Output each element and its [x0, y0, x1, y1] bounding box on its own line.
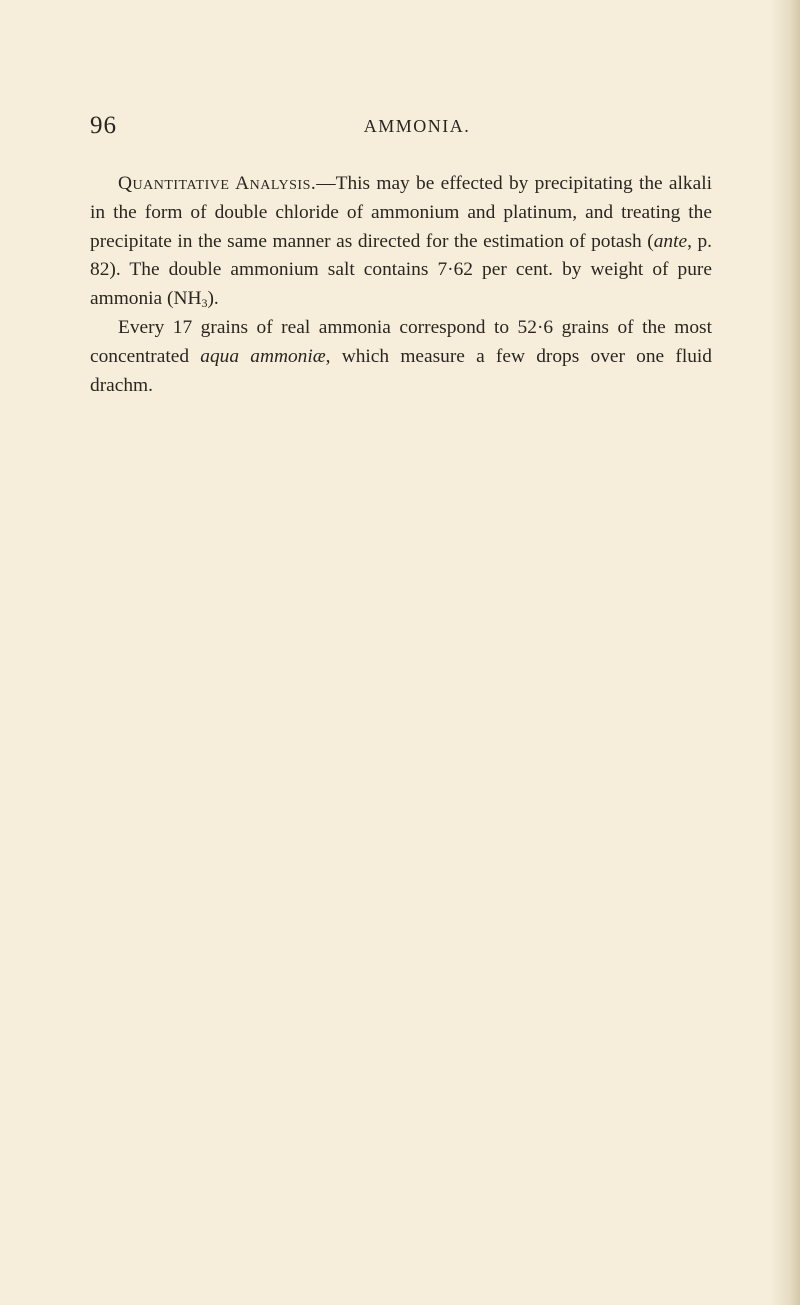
page-number: 96 [90, 112, 117, 139]
paragraph-text: —This may be effected by precipitating the alkali in the form of double chloride of ammonium and platinum, and treating the precipitate in the same manner as directed for the estimation of potash ( [90, 173, 712, 252]
italic-term: ante [653, 230, 688, 252]
italic-term: aqua ammoniæ [200, 345, 326, 367]
body-text [90, 170, 712, 400]
formula-subscript: 3 [201, 296, 208, 311]
paragraph-text: Every 17 grains of real ammonia correspond to 52·6 grains of the most concentrated [90, 316, 712, 367]
paragraph-text: ). [207, 288, 219, 310]
paragraph-quantitative-analysis [90, 170, 712, 314]
paragraph-text: , which measure a few drops over one fluid drachm. [90, 345, 712, 396]
paragraph-grains [90, 314, 712, 400]
running-head: AMMONIA. [363, 116, 471, 136]
paragraph-text: , p. 82). The double ammonium salt contains 7·62 per cent. by weight of pure ammonia (NH [90, 230, 712, 310]
page-header [90, 112, 720, 142]
section-heading: Quantitative Analysis. [118, 173, 317, 194]
